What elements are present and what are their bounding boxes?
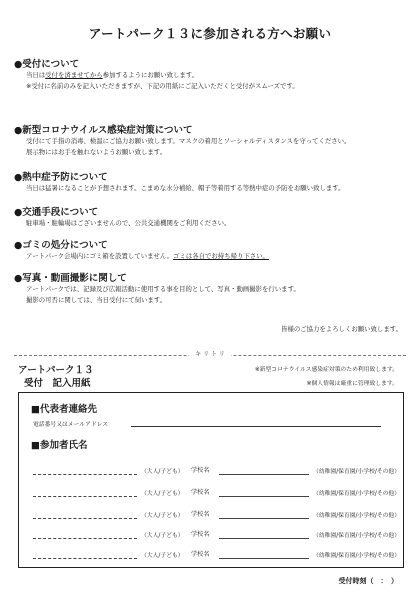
section-photography: [14, 270, 408, 305]
section-body-line: 撮影の可否に関しては、当日受付にて伺います。: [26, 295, 167, 304]
section-heading: ●熱中症予防について: [14, 172, 108, 183]
adult-child-label: （大人/子ども）: [141, 513, 184, 519]
participant-name-field[interactable]: [33, 558, 137, 559]
participant-name-field[interactable]: [33, 538, 137, 539]
section-reception: [14, 56, 408, 91]
section-heading: ●新型コロナウイルス感染症対策について: [14, 125, 193, 136]
school-type-label: （幼稚園/保育園/小学校/その他）: [313, 553, 401, 559]
section-body-line: 展示物にはお手を触れないようお願い致します。: [26, 147, 167, 156]
participant-row: [33, 509, 401, 521]
contact-field-label: 電話番号又はメールアドレス: [33, 422, 109, 428]
section-body-line: アートパーク会場内にゴミ箱を設置していません。ゴミは各自でお持ち帰り下さい。: [26, 252, 269, 260]
section-body-line: 当日は受付を済ませてから参加するようにお願い致します。: [26, 71, 199, 79]
section-heading: ●交通手段について: [14, 207, 99, 218]
reception-time: 受付時刻（ ： ）: [338, 577, 398, 585]
school-name-field[interactable]: [219, 496, 309, 497]
participant-row: [33, 549, 401, 561]
form-title: アートパーク１３: [18, 365, 94, 376]
section-body-line: ※受付に名前のみを記入いただきますが、下記の用紙にご記入いただくと受付がスムーズです。: [26, 81, 299, 90]
participant-name-field[interactable]: [33, 518, 137, 519]
section-body-line: 駐車場・駐輪場はございませんので、公共交通機関をご利用ください。: [26, 219, 231, 227]
section-heading: ●ゴミの処分について: [14, 240, 108, 251]
section-heading: ●受付について: [14, 59, 80, 70]
participant-row: [33, 487, 401, 499]
adult-child-label: （大人/子ども）: [141, 533, 184, 539]
school-type-label: （幼稚園/保育園/小学校/その他）: [313, 533, 401, 539]
section-heading: ●写真・動画撮影に関して: [14, 273, 127, 284]
school-label: 学校名: [191, 511, 210, 518]
cut-line: [14, 350, 406, 360]
form-notice: ※個人情報は厳重に管理致します。: [306, 381, 398, 387]
school-label: 学校名: [191, 467, 210, 474]
school-name-field[interactable]: [219, 558, 309, 559]
school-type-label: （幼稚園/保育園/小学校/その他）: [313, 513, 401, 519]
adult-child-label: （大人/子ども）: [141, 491, 184, 497]
participant-row: [33, 529, 401, 541]
school-label: 学校名: [191, 531, 210, 538]
contact-field[interactable]: [131, 426, 381, 427]
section-covid: [14, 122, 408, 157]
section-transport: [14, 204, 408, 229]
section-body-line: アートパークでは、記録及び広報活動に使用する事を目的として、写真・動画撮影を行います。: [26, 285, 300, 293]
school-type-label: （幼稚園/保育園/小学校/その他）: [313, 491, 401, 497]
contact-heading: ■代表者連絡先: [31, 404, 97, 415]
form-subtitle: 受付 記入用紙: [24, 378, 91, 389]
registration-form-box: [18, 392, 404, 568]
section-garbage: [14, 237, 408, 262]
school-name-field[interactable]: [219, 474, 309, 475]
participant-name-field[interactable]: [33, 474, 137, 475]
school-name-field[interactable]: [219, 538, 309, 539]
cut-label: キ リ ト リ: [189, 350, 231, 360]
adult-child-label: （大人/子ども）: [141, 469, 184, 475]
school-label: 学校名: [191, 551, 210, 558]
form-notice: ※新型コロナウイルス感染症対策のため利用致します。: [254, 367, 398, 373]
section-heatstroke: [14, 169, 408, 194]
participant-name-field[interactable]: [33, 496, 137, 497]
participants-heading: ■参加者氏名: [31, 440, 88, 451]
school-name-field[interactable]: [219, 518, 309, 519]
page-title: アートパーク１３に参加される方へお願い: [88, 26, 332, 41]
adult-child-label: （大人/子ども）: [141, 553, 184, 559]
school-label: 学校名: [191, 489, 210, 496]
participant-row: [33, 465, 401, 477]
section-body-line: 当日は猛暑になることが予想されます。こまめな水分補給、帽子等着用する等熱中症の予防をお願い致します。: [26, 184, 345, 192]
school-type-label: （幼稚園/保育園/小学校/その他）: [313, 469, 401, 475]
closing-text: 皆様のご協力をよろしくお願い致します。: [281, 325, 402, 333]
section-body-line: 受付にて手指の消毒、検温にご協力お願い致します。マスクの着用とソーシャルディスタンスを守ってください。: [26, 137, 351, 145]
